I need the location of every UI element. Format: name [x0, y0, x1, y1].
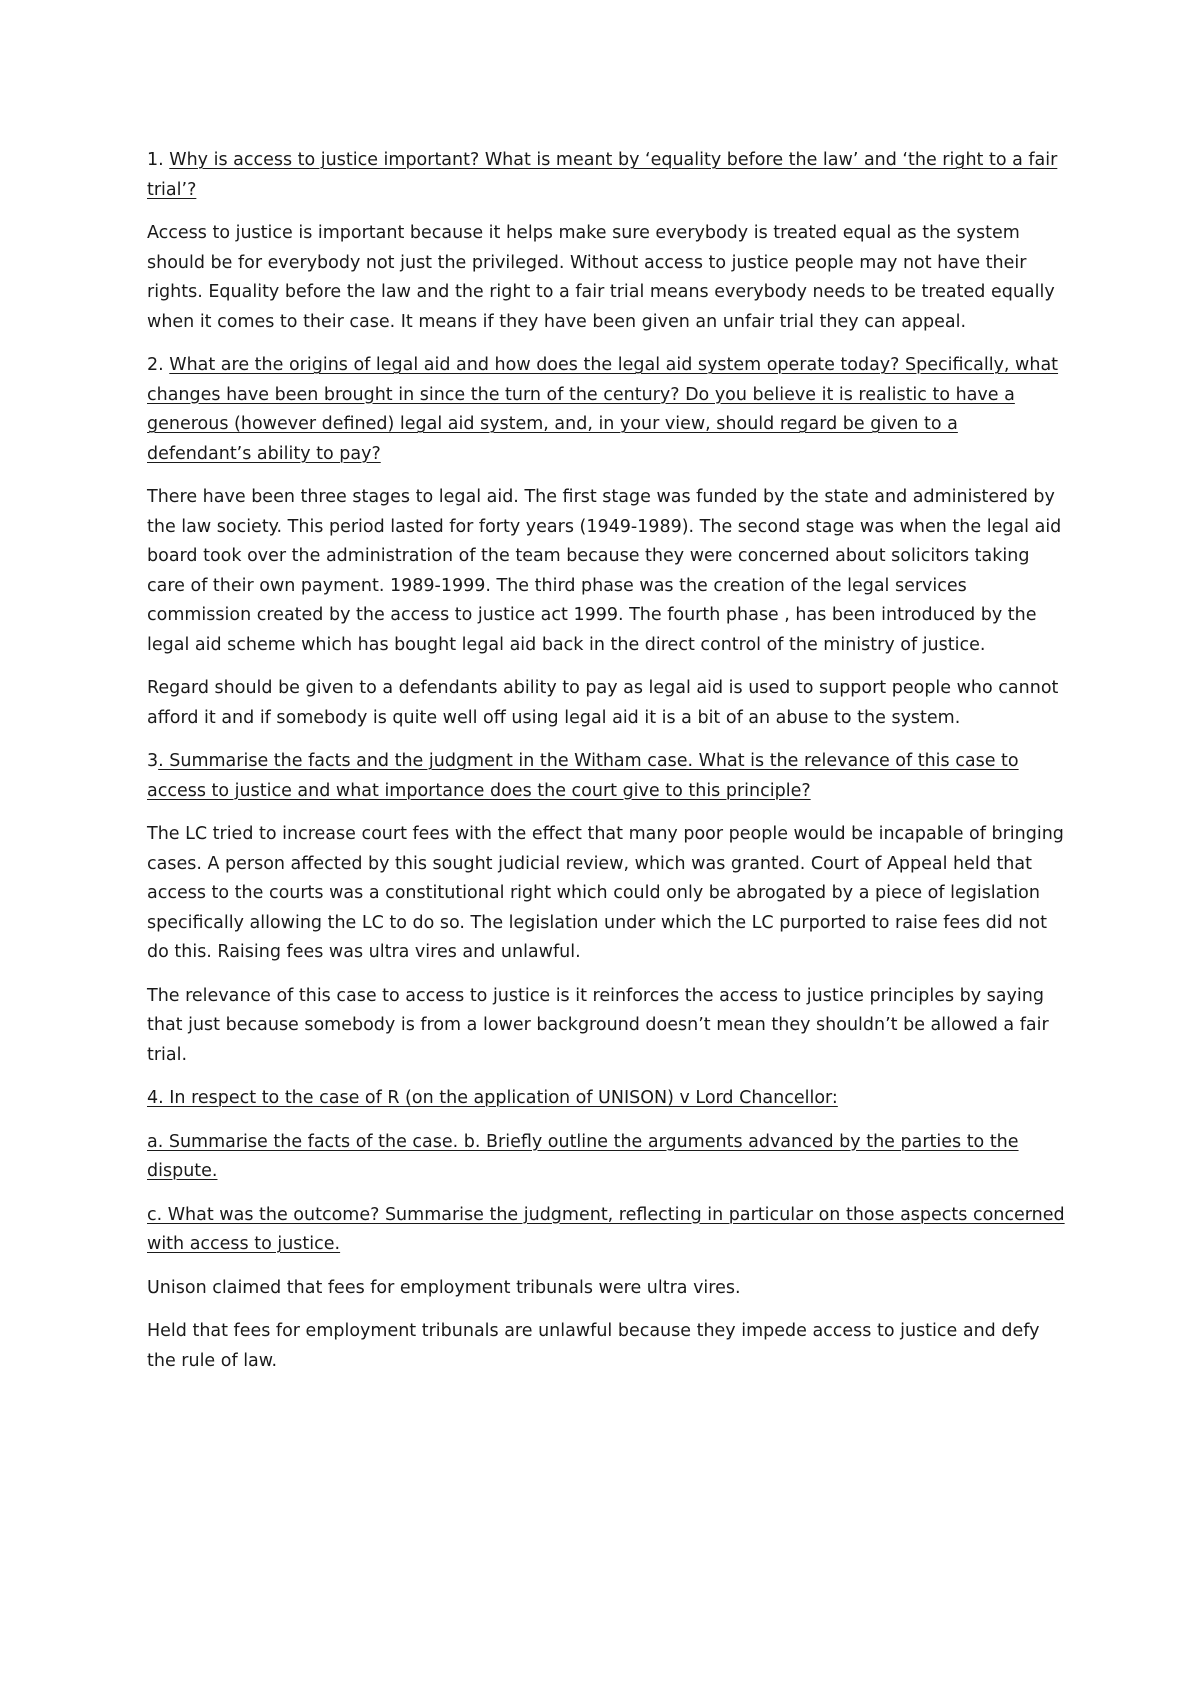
- question-4-sub-c: c. What was the outcome? Summarise the judgment, reflecting in particular on those aspects concerned with access to justice.: [147, 1204, 1065, 1254]
- question-2: [147, 351, 1067, 469]
- answer-4-part-1: Unison claimed that fees for employment tribunals were ultra vires.: [147, 1277, 741, 1298]
- answer-2-part-1: There have been three stages to legal aid. The first stage was funded by the state and administered by the law society. This period lasted for forty years (1949-1989). The second stage was when the legal aid board took over the administration of the team because they were concerned about solicitors taking care of their own payment. 1989-1999. The third phase was the creation of the legal services commission created by the access to justice act 1999. The fourth phase , has been introduced by the legal aid scheme which has bought legal aid back in the direct control of the ministry of justice.: [147, 487, 1062, 655]
- document-body: [147, 146, 1067, 1390]
- question-3: [147, 747, 1067, 806]
- question-3-number: 3: [147, 751, 159, 771]
- question-1-text: Why is access to justice important? What is meant by ‘equality before the law’ and ‘the right to a fair trial’?: [147, 150, 1058, 200]
- answer-2-part-2: Regard should be given to a defendants ability to pay as legal aid is used to support people who cannot afford it and if somebody is quite well off using legal aid it is a bit of an abuse to the system.: [147, 678, 1059, 728]
- question-3-text: . Summarise the facts and the judgment in the Witham case. What is the relevance of this case to access to justice and what importance does the court give to this principle?: [147, 751, 1019, 801]
- question-2-text: What are the origins of legal aid and how does the legal aid system operate today? Specifically, what changes have been brought in since the turn of the century? Do you believe it is realistic to have a generous (however defined) legal aid system, and, in your view, should regard be given to a defendant’s ability to pay?: [147, 355, 1059, 464]
- question-4-sub-ab: a. Summarise the facts of the case. b. Briefly outline the arguments advanced by the parties to the dispute.: [147, 1131, 1019, 1181]
- question-1: [147, 146, 1067, 205]
- answer-1: Access to justice is important because it helps make sure everybody is treated equal as the system should be for everybody not just the privileged. Without access to justice people may not have their rights. Equality before the law and the right to a fair trial means everybody needs to be treated equally when it comes to their case. It means if they have been given an unfair trial they can appeal.: [147, 223, 1055, 332]
- answer-4-part-2: Held that fees for employment tribunals are unlawful because they impede access to justice and defy the rule of law.: [147, 1321, 1040, 1371]
- question-1-number: 1.: [147, 150, 170, 170]
- question-4: 4. In respect to the case of R (on the application of UNISON) v Lord Chancellor:: [147, 1088, 838, 1108]
- question-2-number: 2.: [147, 355, 170, 375]
- answer-3-part-2: The relevance of this case to access to justice is it reinforces the access to justice principles by saying that just because somebody is from a lower background doesn’t mean they shouldn’t be allowed a fair trial.: [147, 985, 1049, 1065]
- answer-3-part-1: The LC tried to increase court fees with the effect that many poor people would be incapable of bringing cases. A person affected by this sought judicial review, which was granted. Court of Appeal held that access to the courts was a constitutional right which could only be abrogated by a piece of legislation specifically allowing the LC to do so. The legislation under which the LC purported to raise fees did not do this. Raising fees was ultra vires and unlawful.: [147, 824, 1064, 962]
